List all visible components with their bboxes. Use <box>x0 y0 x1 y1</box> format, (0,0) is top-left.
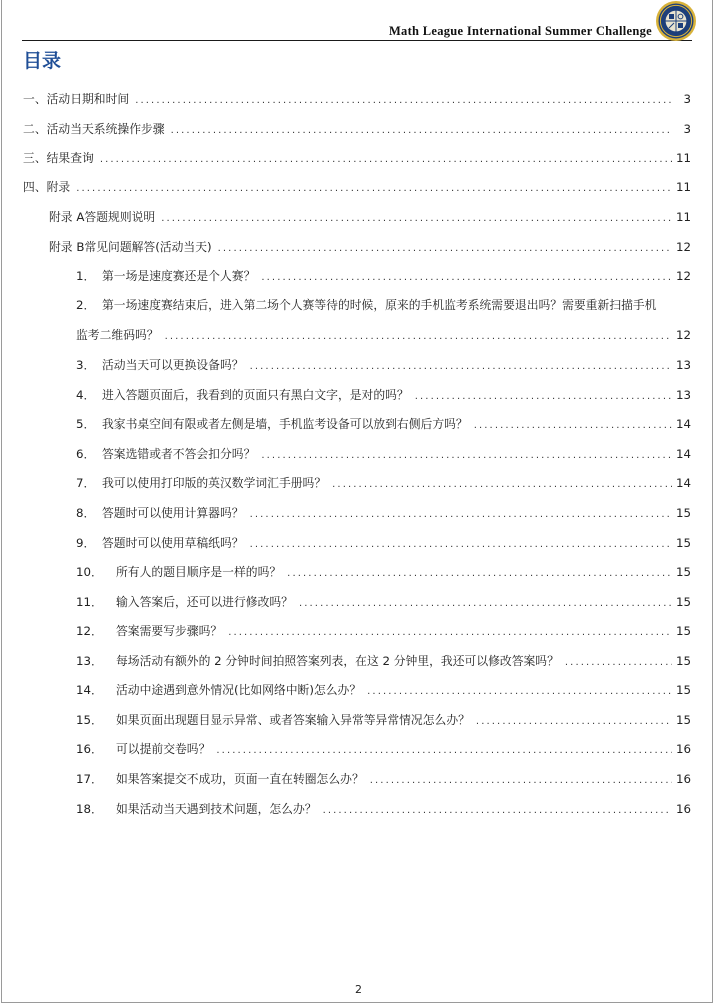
toc-entry-page: 16 <box>675 742 691 756</box>
toc-entry-title-continuation: 监考二维码吗？ <box>76 328 159 342</box>
toc-entry-page: 12 <box>675 269 691 283</box>
toc-entry-page: 16 <box>675 772 691 786</box>
toc-entry[interactable] <box>76 622 691 640</box>
toc-leader-dots <box>100 151 672 169</box>
toc-entry-number: 18． <box>76 802 103 816</box>
toc-entry-title: 输入答案后，还可以进行修改吗？ <box>116 595 293 609</box>
toc-entry-page: 15 <box>675 536 691 550</box>
toc-entry-title: 答案选错或者不答会扣分吗？ <box>102 447 256 461</box>
toc-leader-dots <box>250 536 672 554</box>
toc-entry[interactable] <box>76 386 691 404</box>
toc-leader-dots <box>218 240 672 258</box>
toc-leader-dots <box>299 595 672 613</box>
toc-entry-number: 9． <box>76 536 96 550</box>
toc-entry-title: 答题时可以使用计算器吗？ <box>102 506 244 520</box>
toc-entry[interactable] <box>76 415 691 433</box>
toc-entry-number: 13． <box>76 654 103 668</box>
toc-entry-number: 三、 <box>23 151 47 165</box>
toc-leader-dots <box>171 122 673 140</box>
toc-entry-title: 活动日期和时间 <box>46 92 130 106</box>
toc-entry-title: 我可以使用打印版的英汉数学词汇手册吗？ <box>102 476 327 490</box>
toc-leader-dots <box>161 210 672 228</box>
toc-entry-number: 4． <box>76 388 96 402</box>
math-league-seal-icon <box>655 0 697 42</box>
toc-entry-number: 8． <box>76 506 96 520</box>
toc-entry[interactable] <box>49 208 691 226</box>
toc-entry-number: 14． <box>76 683 103 697</box>
toc-entry[interactable] <box>76 711 691 729</box>
header-title: Math League International Summer Challenge <box>388 24 652 38</box>
toc-entry-page: 14 <box>675 417 691 431</box>
toc-entry[interactable] <box>49 238 691 256</box>
toc-entry-page: 11 <box>675 180 691 194</box>
toc-entry[interactable] <box>76 445 691 463</box>
toc-entry-title: 如果页面出现题目显示异常、或者答案输入异常等异常情况怎么办？ <box>116 713 470 727</box>
toc-entry[interactable] <box>76 740 691 758</box>
toc-entry-title: 如果答案提交不成功，页面一直在转圈怎么办？ <box>116 772 364 786</box>
toc-entry-page: 15 <box>675 654 691 668</box>
toc-entry-title: 答案需要写步骤吗？ <box>116 624 223 638</box>
toc-entry-title: 每场活动有额外的 2 分钟时间拍照答案列表，在这 2 分钟里，我还可以修改答案吗？ <box>116 654 559 668</box>
toc-leader-dots <box>250 506 672 524</box>
toc-entry-title: 结果查询 <box>46 151 94 165</box>
toc-entry[interactable] <box>76 534 691 552</box>
toc-entry-title: 活动中途遇到意外情况(比如网络中断)怎么办？ <box>116 683 362 697</box>
toc-entry[interactable] <box>76 800 691 818</box>
toc-entry-page: 14 <box>675 476 691 490</box>
toc-leader-dots <box>332 476 672 494</box>
toc-entry-number: 2． <box>76 298 96 312</box>
toc-entry-page: 14 <box>675 447 691 461</box>
toc-entry-number: 二、 <box>23 122 47 136</box>
toc-entry-number: 17． <box>76 772 103 786</box>
toc-leader-dots <box>261 269 672 287</box>
toc-entry-number: 5． <box>76 417 96 431</box>
toc-entry-title: 活动当天可以更换设备吗？ <box>102 358 244 372</box>
toc-leader-dots <box>165 328 672 346</box>
toc-entry-title: 答题规则说明 <box>84 210 156 224</box>
toc-entry-page: 15 <box>675 595 691 609</box>
toc-leader-dots <box>415 388 672 406</box>
toc-entry-number: 12． <box>76 624 103 638</box>
toc-entry-number: 四、 <box>23 180 47 194</box>
toc-leader-dots <box>250 358 672 376</box>
toc-heading: 目录 <box>23 50 62 72</box>
toc-entry-title: 我家书桌空间有限或者左侧是墙，手机监考设备可以放到右侧后方吗？ <box>102 417 468 431</box>
toc-entry-number: 一、 <box>23 92 47 106</box>
toc-leader-dots <box>370 772 672 790</box>
toc-entry-title: 答题时可以使用草稿纸吗？ <box>102 536 244 550</box>
toc-entry-title: 进入答题页面后，我看到的页面只有黑白文字，是对的吗？ <box>102 388 409 402</box>
toc-leader-dots <box>216 742 672 760</box>
page-number: 2 <box>355 983 362 996</box>
toc-entry-number: 1． <box>76 269 96 283</box>
toc-entry[interactable] <box>23 120 691 138</box>
toc-entry-page: 12 <box>675 328 691 342</box>
toc-leader-dots <box>367 683 672 701</box>
toc-entry-number: 3． <box>76 358 96 372</box>
toc-entry-page: 3 <box>683 92 691 106</box>
toc-entry-page: 15 <box>675 683 691 697</box>
toc-entry-page: 13 <box>675 388 691 402</box>
toc-leader-dots <box>135 92 673 110</box>
toc-entry[interactable] <box>76 504 691 522</box>
toc-leader-dots <box>476 713 672 731</box>
toc-leader-dots <box>261 447 672 465</box>
toc-entry-page: 3 <box>683 122 691 136</box>
toc-entry[interactable] <box>23 90 691 108</box>
toc-entry-page: 11 <box>675 210 691 224</box>
toc-entry-page: 15 <box>675 713 691 727</box>
toc-entry-number: 10． <box>76 565 103 579</box>
toc-entry[interactable] <box>76 681 691 699</box>
toc-entry[interactable] <box>76 356 691 374</box>
toc-entry-page: 15 <box>675 506 691 520</box>
header-rule <box>22 40 692 41</box>
toc-entry[interactable] <box>23 149 691 167</box>
toc-entry-page: 12 <box>675 240 691 254</box>
toc-entry-number: 6． <box>76 447 96 461</box>
toc-entry-title: 常见问题解答(活动当天) <box>84 240 212 254</box>
toc-entry-title: 活动当天系统操作步骤 <box>46 122 165 136</box>
toc-entry-title: 附录 <box>46 180 71 194</box>
toc-entry-page: 15 <box>675 624 691 638</box>
toc-entry[interactable] <box>76 593 691 611</box>
toc-entry-page: 11 <box>675 151 691 165</box>
toc-entry-page: 16 <box>675 802 691 816</box>
toc-entry[interactable] <box>23 178 691 196</box>
toc-entry[interactable] <box>76 474 691 492</box>
toc-entry-number: 16． <box>76 742 103 756</box>
toc-entry-continuation[interactable] <box>76 326 691 344</box>
toc-entry[interactable] <box>76 652 691 670</box>
toc-entry-title: 第一场是速度赛还是个人赛？ <box>102 269 256 283</box>
toc-entry-title: 所有人的题目顺序是一样的吗？ <box>116 565 282 579</box>
toc-leader-dots <box>76 180 672 198</box>
toc-entry-number: 附录 A <box>49 210 85 224</box>
toc-leader-dots <box>474 417 672 435</box>
toc-leader-dots <box>565 654 672 672</box>
toc-leader-dots <box>323 802 672 820</box>
toc-entry-number: 附录 B <box>49 240 85 254</box>
toc-entry-page: 13 <box>675 358 691 372</box>
toc-entry[interactable] <box>76 770 691 788</box>
toc-entry[interactable] <box>76 563 691 581</box>
toc-leader-dots <box>228 624 672 642</box>
toc-entry-title: 可以提前交卷吗？ <box>116 742 211 756</box>
toc-entry-title: 如果活动当天遇到技术问题，怎么办？ <box>116 802 317 816</box>
toc-entry-number: 11． <box>76 595 103 609</box>
toc-entry[interactable] <box>76 267 691 285</box>
toc-entry-number: 7． <box>76 476 96 490</box>
toc-entry-number: 15． <box>76 713 103 727</box>
toc-leader-dots <box>287 565 672 583</box>
toc-entry-title: 第一场速度赛结束后，进入第二场个人赛等待的时候，原来的手机监考系统需要退出吗？需要重新扫描手机 <box>102 298 657 312</box>
toc-entry-page: 15 <box>675 565 691 579</box>
toc-entry-wrapped-line[interactable] <box>76 296 691 314</box>
